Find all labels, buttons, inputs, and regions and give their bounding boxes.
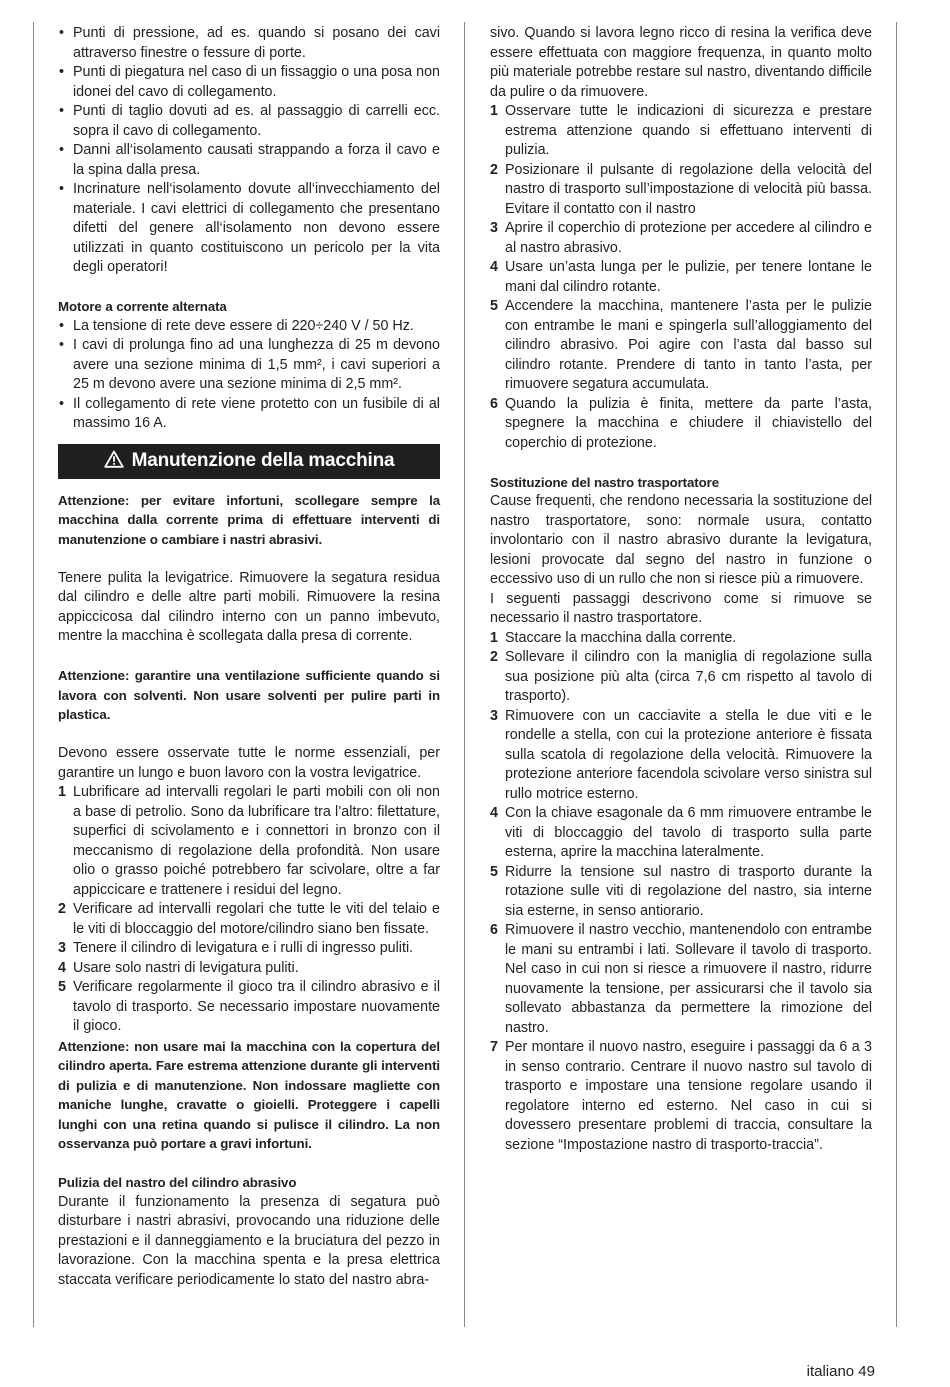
left-margin-rule bbox=[33, 22, 34, 1327]
step-number: 1 bbox=[490, 103, 498, 119]
paragraph: I seguenti passaggi descrivono come si rimuove se necessario il nastro trasportatore. bbox=[490, 590, 872, 626]
list-item bbox=[490, 804, 872, 863]
step-text: Aprire il coperchio di protezione per accedere al cilindro e al nastro abrasivo. bbox=[505, 220, 872, 256]
list-item: • I cavi di prolunga fino ad una lunghezza di 25 m devono avere una sezione minima di 1,5 mm², i cavi superiori a 25 m devono avere una sezione minima di 2,5 mm². bbox=[58, 336, 440, 395]
list-item bbox=[490, 219, 872, 258]
step-number: 3 bbox=[58, 940, 66, 956]
step-number: 2 bbox=[58, 901, 66, 917]
step-number: 2 bbox=[490, 161, 498, 178]
step-number: 6 bbox=[490, 922, 498, 938]
list-item bbox=[490, 1038, 872, 1155]
motor-list bbox=[58, 317, 440, 434]
step-text: Verificare ad intervalli regolari che tutte le viti del telaio e le viti di bloccaggio del motore/cilindro siano ben fissate. bbox=[73, 901, 440, 937]
left-column bbox=[58, 24, 440, 1290]
belt-clean-heading: Pulizia del nastro del cilindro abrasivo bbox=[58, 1175, 297, 1190]
list-item bbox=[490, 648, 872, 707]
step-text: Rimuovere il nastro vecchio, mantenendolo con entrambe le mani su entrambi i lati. Sollevare il tavolo di trasporto. Nel caso in cui non si riesce a rimuovere il nastro, ridurre nuovamente la tensione, per assicurarsi che il tavolo sia sollevato abbastanza da permettere la rimozione del nastro. bbox=[505, 922, 872, 1036]
step-text: Tenere il cilindro di levigatura e i rulli di ingresso puliti. bbox=[73, 940, 414, 956]
step-number: 4 bbox=[490, 259, 498, 275]
step-text: Osservare tutte le indicazioni di sicurezza e prestare estrema attenzione quando si effettuano interventi di pulizia. bbox=[505, 103, 872, 158]
section-title: Manutenzione della macchina bbox=[131, 450, 395, 472]
step-number: 4 bbox=[58, 959, 66, 976]
paragraph: Devono essere osservate tutte le norme essenziali, per garantire un lungo e buon lavoro con la vostra levigatrice. bbox=[58, 745, 440, 781]
page-footer: italiano 49 bbox=[806, 1363, 875, 1380]
list-item bbox=[490, 921, 872, 1038]
list-item bbox=[490, 297, 872, 395]
step-number: 6 bbox=[490, 395, 498, 412]
paragraph: Cause frequenti, che rendono necessaria la sostituzione del nastro trasportatore, sono: normale usura, contatto involontario con il nastro abrasivo durante la levigatura, lesioni provocate dal segno del nastro in funzione o eccessivo uso di un rullo che non si riesce più a rimuovere. bbox=[490, 493, 872, 587]
section-header-bar bbox=[58, 444, 440, 479]
list-item: • Il collegamento di rete viene protetto con un fusibile di al massimo 16 A. bbox=[58, 395, 440, 434]
warning-triangle-icon bbox=[104, 450, 124, 473]
list-item: • Incrinature nell‘isolamento dovute all‘invecchiamento del materiale. I cavi elettrici di collegamento che presentano difetti del genere all‘isolamento non devono essere utilizzati in quanto costituiscono un pericolo per la vita degli operatori! bbox=[58, 180, 440, 278]
step-number: 5 bbox=[490, 298, 498, 314]
warning-text: Attenzione: per evitare infortuni, scollegare sempre la macchina dalla corrente prima di effettuare interventi di manutenzione o cambiare i nastri abrasivi. bbox=[58, 492, 440, 547]
step-text: Per montare il nuovo nastro, eseguire i passaggi da 6 a 3 in senso contrario. Centrare il nuovo nastro sul tavolo di trasporto e impostare una tensione regolare usando il regolatore interno ed esterno. Nel caso in cui si dovessero presentare problemi di traccia, consultare la sezione “Impostazione nastro di trasporto-traccia”. bbox=[505, 1039, 872, 1153]
step-number: 3 bbox=[490, 707, 498, 724]
list-item bbox=[58, 900, 440, 939]
list-item bbox=[490, 395, 872, 454]
step-number: 1 bbox=[490, 629, 498, 646]
step-text: Con la chiave esagonale da 6 mm rimuovere entrambe le viti di bloccaggio del tavolo di trasporto sulla parte esterna, aprire la macchina lateralmente. bbox=[505, 805, 872, 860]
list-item bbox=[58, 978, 440, 1037]
list-item: • La tensione di rete deve essere di 220÷240 V / 50 Hz. bbox=[58, 317, 440, 337]
step-number: 5 bbox=[490, 863, 498, 880]
step-number: 2 bbox=[490, 649, 498, 665]
step-text: Sollevare il cilindro con la maniglia di regolazione sulla sua posizione più alta (circa 7,6 cm rispetto al tavolo di trasporto). bbox=[505, 649, 872, 704]
maintenance-steps bbox=[58, 783, 440, 1037]
list-item bbox=[490, 161, 872, 220]
paragraph: Durante il funzionamento la presenza di segatura può disturbare i nastri abrasivi, provocando una riduzione delle prestazioni e il danneggiamento e la bruciatura del pezzo in lavorazione. Con la macchina spenta e la presa elettrica staccata verificare periodicamente lo stato del nastro abra- bbox=[58, 1193, 440, 1288]
step-number: 7 bbox=[490, 1039, 498, 1055]
step-number: 5 bbox=[58, 979, 66, 995]
list-item bbox=[490, 863, 872, 922]
list-item bbox=[58, 939, 440, 959]
warning-text: Attenzione: non usare mai la macchina con la copertura del cilindro aperta. Fare estrema attenzione durante gli interventi di pulizia e di manutenzione. Non indossare magliette con maniche lunghe, cravatte o gioielli. Proteggere i capelli lunghi con una retina quando si pulisce il cilindro. La non osservanza può portare a gravi infortuni. bbox=[58, 1038, 440, 1151]
list-item bbox=[58, 959, 440, 979]
list-item bbox=[490, 258, 872, 297]
step-text: Lubrificare ad intervalli regolari le parti mobili con oli non a base di petrolio. Sono da lubrificare tra l’altro: filettature, superfici di scivolamento e i connettori in bronzo con il meccanismo di regolazione della profondità. Non usare olio o grasso poiché potrebbero far scivolare, oltre a far appiccicare e trattenere i residui del legno. bbox=[73, 784, 440, 898]
list-item: • Punti di pressione, ad es. quando si posano dei cavi attraverso finestre o fessure di porte. bbox=[58, 24, 440, 63]
motor-heading: Motore a corrente alternata bbox=[58, 299, 227, 314]
step-number: 4 bbox=[490, 805, 498, 821]
list-item: • Punti di taglio dovuti ad es. al passaggio di carrelli ecc. sopra il cavo di collegamento. bbox=[58, 102, 440, 141]
step-number: 3 bbox=[490, 220, 498, 236]
list-item bbox=[490, 707, 872, 805]
list-item bbox=[58, 783, 440, 900]
replace-steps bbox=[490, 629, 872, 1156]
step-text: Rimuovere con un cacciavite a stella le due viti e le rondelle a stella, con cui la protezione anteriore è fissata sulla scatola di regolazione della velocità. Rimuovere la protezione anteriore facendola scivolare verso sinistra sul rullo motrice esterno. bbox=[505, 707, 872, 802]
right-column bbox=[490, 24, 872, 1155]
right-margin-rule bbox=[896, 22, 897, 1327]
list-item bbox=[490, 629, 872, 649]
warning-text: Attenzione: garantire una ventilazione sufficiente quando si lavora con solventi. Non usare solventi per pulire parti in plastica. bbox=[58, 668, 440, 722]
step-text: Posizionare il pulsante di regolazione della velocità del nastro di trasporto sull’impostazione di velocità più bassa. Evitare il contatto con il nastro bbox=[505, 161, 872, 217]
step-text: Quando la pulizia è finita, mettere da parte l’asta, spegnere la macchina e chiudere il chiavistello del coperchio di protezione. bbox=[505, 395, 872, 451]
list-item bbox=[490, 102, 872, 161]
column-divider-rule bbox=[464, 22, 465, 1327]
step-text: Staccare la macchina dalla corrente. bbox=[505, 629, 737, 646]
cleaning-steps bbox=[490, 102, 872, 453]
step-text: Verificare regolarmente il gioco tra il cilindro abrasivo e il tavolo di trasporto. Se necessario impostare nuovamente il gioco. bbox=[73, 979, 440, 1034]
step-text: Accendere la macchina, mantenere l’asta per le pulizie con entrambe le mani e spingerla sull’alloggiamento del cilindro abrasivo. Poi agire con l’asta dal basso sul cilindro rotante. Prendere di tanto in tanto l’asta, per rimuovere segatura accumulata. bbox=[505, 298, 872, 392]
paragraph: Tenere pulita la levigatrice. Rimuovere la segatura residua dal cilindro e delle altre parti mobili. Rimuovere la resina appiccicosa dal cilindro interno con un panno imbevuto, mentre la macchina è scollegata dalla presa di corrente. bbox=[58, 569, 440, 644]
step-number: 1 bbox=[58, 784, 66, 800]
replace-heading: Sostituzione del nastro trasportatore bbox=[490, 474, 720, 490]
step-text: Usare un’asta lunga per le pulizie, per tenere lontane le mani dal cilindro rotante. bbox=[505, 259, 872, 295]
list-item: • Danni all‘isolamento causati strappando a forza il cavo e la spina dalla presa. bbox=[58, 141, 440, 180]
cable-damage-list bbox=[58, 24, 440, 278]
step-text: Ridurre la tensione sul nastro di trasporto durante la rotazione sulle viti di regolazione del nastro, sia interne sia esterne, in senso antiorario. bbox=[505, 863, 872, 919]
list-item: • Punti di piegatura nel caso di un fissaggio o una posa non idonei del cavo di collegamento. bbox=[58, 63, 440, 102]
step-text: Usare solo nastri di levigatura puliti. bbox=[73, 959, 299, 976]
paragraph: sivo. Quando si lavora legno ricco di resina la verifica deve essere effettuata con maggiore frequenza, in quanto molto più materiale potrebbe restare sul nastro, diventando difficile da pulire o da rimuovere. bbox=[490, 25, 873, 100]
